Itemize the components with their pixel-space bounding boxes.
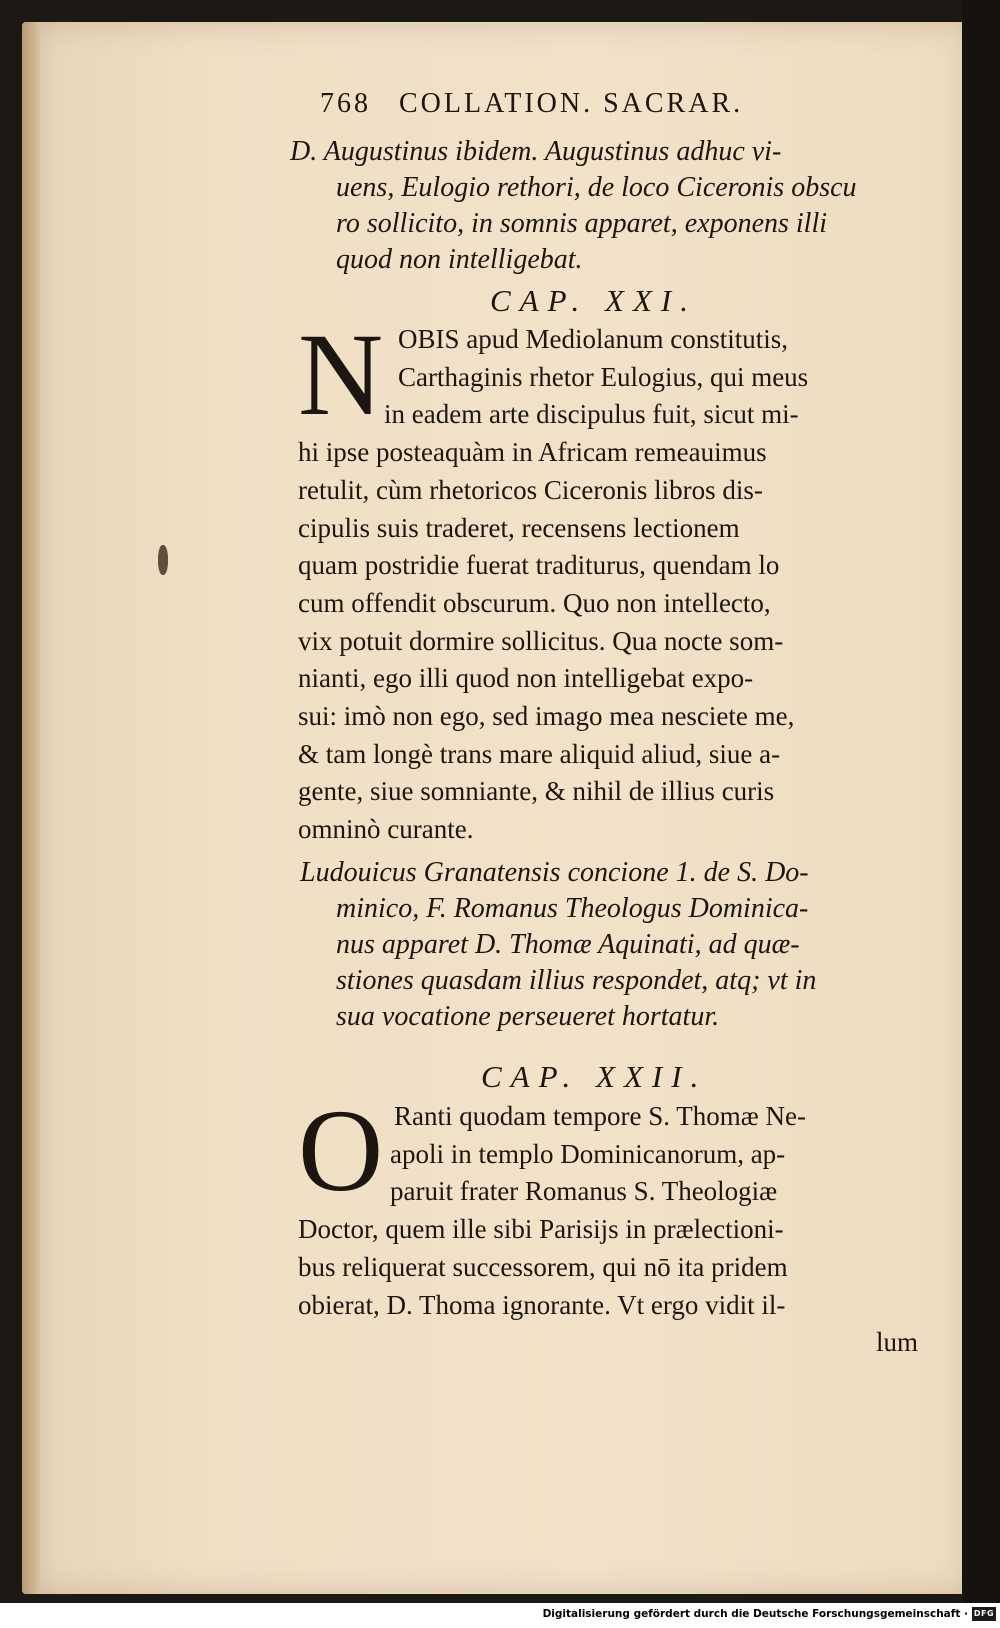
drop-cap-o: O (298, 1085, 384, 1216)
page-gutter (22, 22, 40, 1594)
body-line: quam postridie fuerat traditurus, quendam lo (298, 550, 780, 581)
summary-line: D. Augustinus ibidem. Augustinus adhuc vi- (290, 136, 782, 167)
body-line: omninò curante. (298, 814, 474, 845)
chapter-21-body (298, 321, 808, 849)
running-header (320, 88, 743, 120)
summary-line: uens, Eulogio rethori, de loco Ciceronis obscu (336, 172, 857, 203)
summary-line: sua vocatione perseueret hortatur. (336, 1001, 720, 1032)
body-line: nianti, ego illi quod non intelligebat expo- (298, 663, 754, 694)
body-line: hi ipse posteaquàm in Africam remeauimus (298, 437, 767, 468)
body-line: sui: imò non ego, sed imago mea nesciete me, (298, 701, 795, 732)
body-line: apoli in templo Dominicanorum, ap- (390, 1138, 786, 1169)
body-line: obierat, D. Thoma ignorante. Vt ergo vidit il- (298, 1289, 786, 1320)
body-line: paruit frater Romanus S. Theologiæ (390, 1176, 778, 1207)
body-line: vix potuit dormire sollicitus. Qua nocte som- (298, 625, 784, 656)
body-line: Carthaginis rhetor Eulogius, qui meus (398, 361, 809, 392)
chapter-21-summary (290, 134, 857, 278)
body-line: cipulis suis traderet, recensens lectionem (298, 512, 740, 543)
summary-line: ro sollicito, in somnis apparet, exponens illi (336, 208, 828, 239)
page-number: 768 (320, 88, 371, 119)
summary-line: quod non intelligebat. (336, 244, 583, 275)
body-line: cum offendit obscurum. Quo non intellecto, (298, 587, 771, 618)
body-line: retulit, cùm rhetoricos Ciceronis libros dis- (298, 474, 763, 505)
body-line: & tam longè trans mare aliquid aliud, siue a- (298, 738, 781, 769)
body-line: Ranti quodam tempore S. Thomæ Ne- (394, 1101, 806, 1131)
catchword: lum (875, 1327, 918, 1358)
running-title: COLLATION. SACRAR. (399, 88, 744, 119)
ink-stain (158, 545, 168, 575)
body-line: in eadem arte discipulus fuit, sicut mi- (384, 399, 799, 430)
summary-line: Ludouicus Granatensis concione 1. de S. Do- (300, 857, 809, 888)
chapter-22-summary (300, 855, 816, 1035)
dfg-logo: DFG (972, 1607, 996, 1621)
body-line: OBIS apud Mediolanum constitutis, (398, 324, 788, 354)
summary-line: nus apparet D. Thomæ Aquinati, ad quæ- (336, 929, 800, 960)
chapter-21-heading: CAP. XXI. (490, 283, 697, 318)
body-line: bus reliquerat successorem, qui nō ita pridem (298, 1251, 788, 1282)
chapter-22-heading: CAP. XXII. (481, 1059, 708, 1094)
page-right-edge (962, 0, 1000, 1603)
body-line: gente, siue somniante, & nihil de illius curis (298, 776, 775, 807)
drop-cap-n: N (298, 309, 384, 440)
digitization-credit: Digitalisierung gefördert durch die Deutsche Forschungsgemeinschaft · (542, 1608, 968, 1620)
summary-line: minico, F. Romanus Theologus Dominica- (336, 893, 809, 924)
summary-line: stiones quasdam illius respondet, atq; vt in (336, 965, 817, 996)
body-line: Doctor, quem ille sibi Parisijs in prælectioni- (298, 1214, 784, 1245)
chapter-22-body (298, 1098, 918, 1362)
